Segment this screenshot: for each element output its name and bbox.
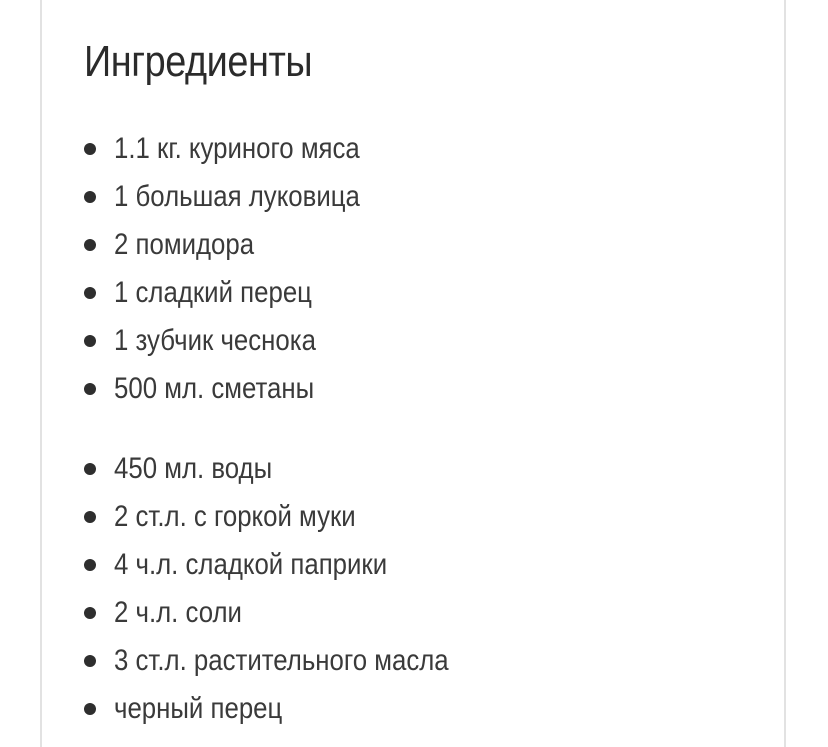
- bullet-icon: [84, 191, 96, 203]
- ingredient-text: 450 мл. воды: [114, 452, 273, 485]
- bullet-icon: [84, 335, 96, 347]
- bullet-icon: [84, 607, 96, 619]
- ingredient-text: 2 ст.л. с горкой муки: [114, 500, 356, 533]
- ingredient-text: 1 большая луковица: [114, 180, 360, 213]
- ingredient-list-2: [84, 445, 503, 733]
- ingredient-text: черный перец: [114, 692, 283, 725]
- bullet-icon: [84, 511, 96, 523]
- list-item: [84, 125, 400, 173]
- list-item: [84, 685, 503, 733]
- ingredient-text: 2 помидора: [114, 228, 255, 261]
- bullet-icon: [84, 655, 96, 667]
- list-item: [84, 589, 503, 637]
- bullet-icon: [84, 703, 96, 715]
- list-item: [84, 365, 400, 413]
- bullet-icon: [84, 463, 96, 475]
- ingredient-text: 500 мл. сметаны: [114, 372, 315, 405]
- bullet-icon: [84, 143, 96, 155]
- ingredient-text: 1 зубчик чеснока: [114, 324, 316, 357]
- ingredient-text: 3 ст.л. растительного масла: [114, 644, 449, 677]
- list-item: [84, 637, 503, 685]
- recipe-ingredients-card: [40, 0, 786, 747]
- ingredient-text: 1.1 кг. куриного мяса: [114, 132, 360, 165]
- list-item: [84, 317, 400, 365]
- list-item: [84, 541, 503, 589]
- list-item: [84, 445, 503, 493]
- bullet-icon: [84, 383, 96, 395]
- bullet-icon: [84, 239, 96, 251]
- ingredient-text: 2 ч.л. соли: [114, 596, 242, 629]
- ingredient-list-1: [84, 125, 400, 413]
- list-item: [84, 173, 400, 221]
- bullet-icon: [84, 559, 96, 571]
- list-item: [84, 221, 400, 269]
- ingredient-text: 1 сладкий перец: [114, 276, 312, 309]
- list-item: [84, 493, 503, 541]
- bullet-icon: [84, 287, 96, 299]
- list-item: [84, 269, 400, 317]
- page-title: Ингредиенты: [84, 37, 313, 86]
- ingredient-text: 4 ч.л. сладкой паприки: [114, 548, 388, 581]
